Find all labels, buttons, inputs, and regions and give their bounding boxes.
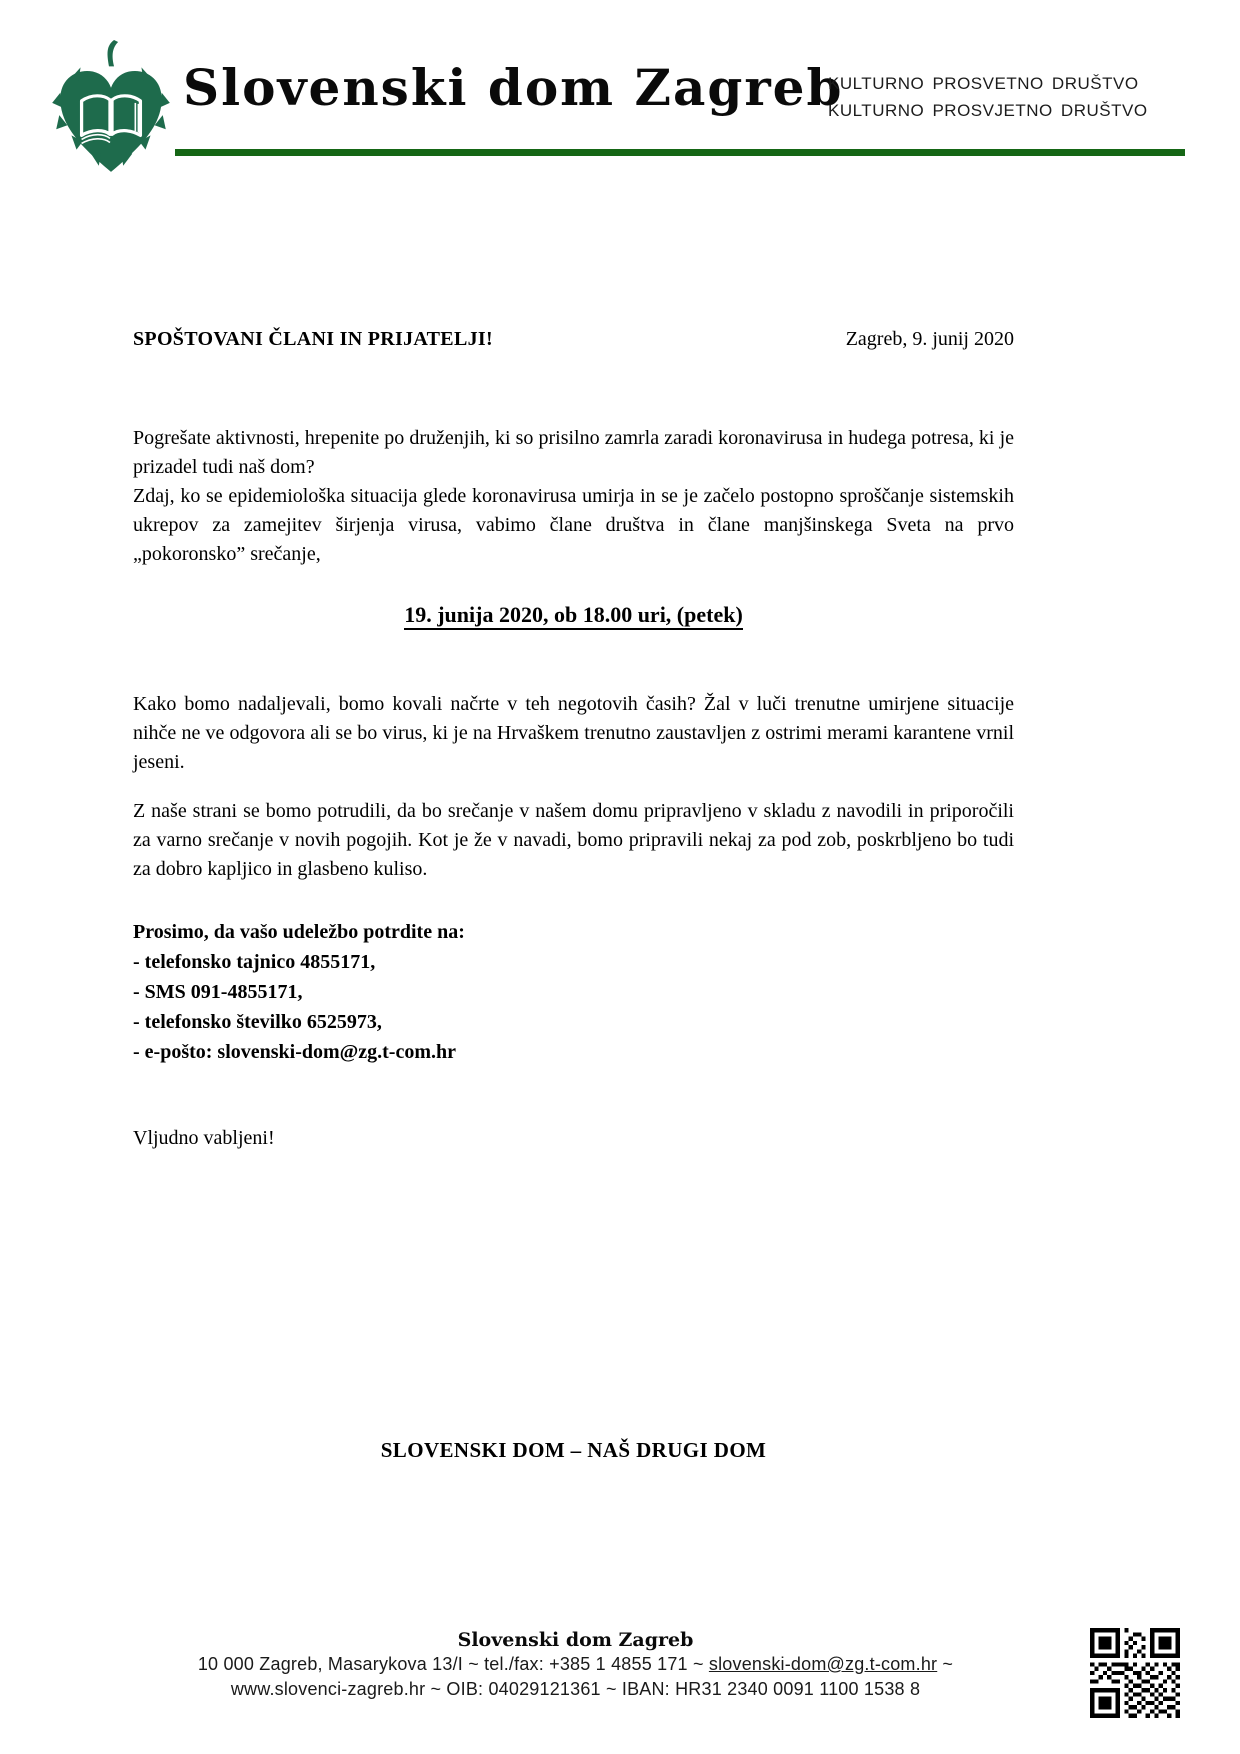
org-subtitle bbox=[828, 70, 1148, 124]
paragraph-1: Pogrešate aktivnosti, hrepenite po druženjih, ki so prisilno zamrla zaradi koronavirusa in hudega potresa, ki je prizadel tudi naš dom? bbox=[133, 427, 1014, 478]
footer-email-link[interactable]: slovenski-dom@zg.t-com.hr bbox=[708, 1654, 938, 1674]
paragraph-2: Zdaj, ko se epidemiološka situacija glede koronavirusa umirja in se je začelo postopno sproščanje sistemskih ukrepov za zamejitev širjenja virusa, vabimo člane društva in člane manjšinskega Sveta na prvo „pokoronsko” srečanje, bbox=[133, 485, 1014, 565]
rsvp-item-sms: - SMS 091-4855171, bbox=[133, 981, 303, 1003]
footer-org-name: Slovenski dom Zagreb bbox=[457, 1629, 694, 1651]
org-subtitle-line1: KULTURNO PROSVETNO DRUŠTVO bbox=[828, 74, 1139, 93]
org-title: Slovenski dom Zagreb bbox=[183, 58, 844, 117]
footer-ids-line: www.slovenci-zagreb.hr ~ OIB: 04029121361 ~ IBAN: HR31 2340 0091 1100 1538 8 bbox=[230, 1679, 921, 1699]
qr-code-icon bbox=[1090, 1628, 1180, 1718]
rsvp-heading: Prosimo, da vašo udeležbo potrdite na: bbox=[133, 921, 465, 943]
footer bbox=[58, 1628, 1093, 1702]
intro-paragraphs bbox=[133, 424, 1014, 569]
header-divider bbox=[175, 149, 1185, 156]
rsvp-item-email: - e-pošto: slovenski-dom@zg.t-com.hr bbox=[133, 1041, 457, 1063]
paragraph-4: Z naše strani se bomo potrudili, da bo srečanje v našem domu pripravljeno v skladu z navodili in priporočili za varno srečanje v novih pogojih. Kot je že v navadi, bomo pripravili nekaj za pod zob, poskrbljeno bo tudi za dobro kapljico in glasbeno kuliso. bbox=[133, 800, 1014, 880]
leaf-book-logo-icon bbox=[50, 38, 172, 180]
dateline: Zagreb, 9. junij 2020 bbox=[845, 328, 1014, 350]
rsvp-item-phone: - telefonsko številko 6525973, bbox=[133, 1011, 382, 1033]
letter-body bbox=[133, 325, 1014, 1153]
salutation: SPOŠTOVANI ČLANI IN PRIJATELJI! bbox=[133, 328, 493, 350]
motto-line: SLOVENSKI DOM – NAŠ DRUGI DOM bbox=[380, 1438, 767, 1462]
footer-address-line: 10 000 Zagreb, Masarykova 13/I ~ tel./fax: +385 1 4855 171 ~ slovenski-dom@zg.t-com.hr ~ bbox=[197, 1654, 954, 1674]
org-subtitle-line2: KULTURNO PROSVJETNO DRUŠTVO bbox=[828, 101, 1148, 120]
rsvp-item-answering-machine: - telefonsko tajnico 4855171, bbox=[133, 951, 376, 973]
paragraph-3: Kako bomo nadaljevali, bomo kovali načrte v teh negotovih časih? Žal v luči trenutne umirjene situacije nihče ne ve odgovora ali se bo virus, ki je na Hrvaškem trenutno zaustavljen z ostrimi merami karantene vrnil jeseni. bbox=[133, 693, 1014, 773]
event-date-line: 19. junija 2020, ob 18.00 uri, (petek) bbox=[133, 600, 1014, 630]
rsvp-block bbox=[133, 917, 1014, 1067]
closing-line: Vljudno vabljeni! bbox=[133, 1127, 275, 1149]
salutation-row bbox=[133, 325, 1014, 354]
